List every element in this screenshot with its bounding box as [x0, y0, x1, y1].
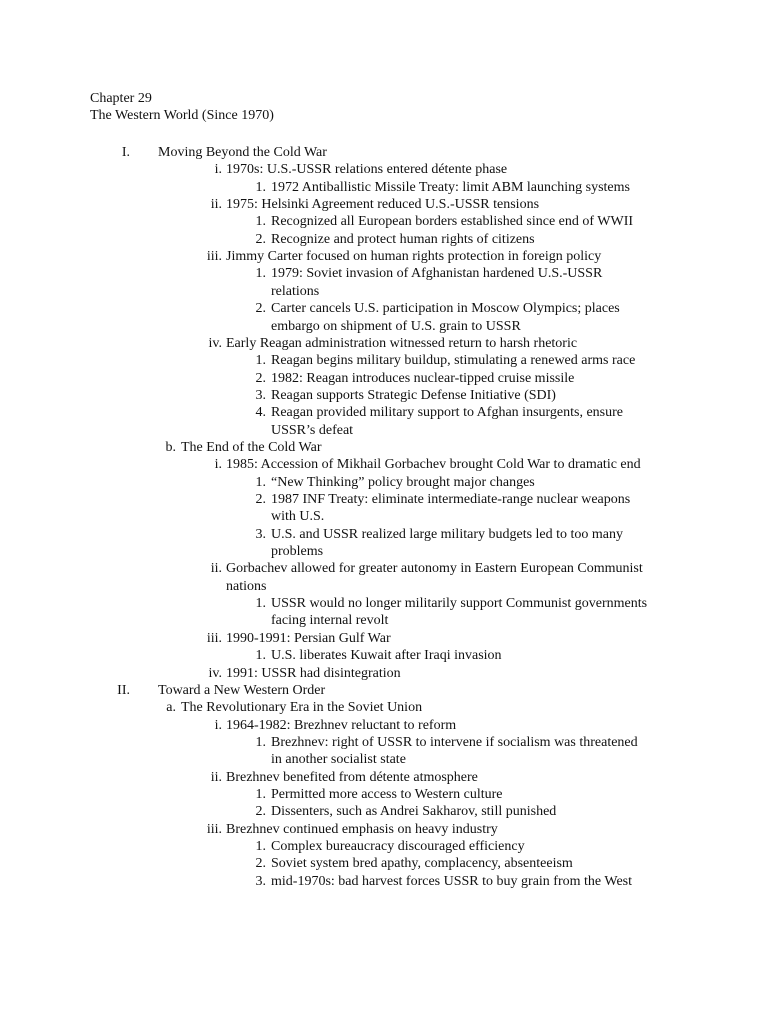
outline-item — [0, 144, 740, 162]
outline-marker: 1. — [255, 648, 266, 664]
outline-marker: 1. — [255, 266, 266, 282]
outline-item — [0, 439, 740, 457]
outline-item — [0, 491, 740, 509]
outline-item — [0, 821, 740, 839]
outline-marker: iv. — [208, 335, 222, 351]
outline-text: Brezhnev benefited from détente atmosphere — [226, 769, 478, 785]
outline-marker: ii. — [210, 197, 222, 213]
outline-item — [0, 751, 740, 769]
outline-marker: 3. — [255, 387, 266, 403]
outline-marker: 2. — [255, 370, 266, 386]
outline-text: 1970s: U.S.-USSR relations entered détente phase — [226, 162, 508, 178]
outline-item — [0, 508, 740, 526]
outline-text: 1991: USSR had disintegration — [226, 665, 401, 681]
outline-item — [0, 595, 740, 613]
outline-text: 1972 Antiballistic Missile Treaty: limit ABM launching systems — [271, 179, 630, 195]
outline-text: The End of the Cold War — [181, 439, 322, 455]
outline-text: USSR would no longer militarily support Communist governments — [271, 596, 648, 612]
outline-text: Recognize and protect human rights of citizens — [271, 231, 535, 247]
outline-marker: iv. — [208, 665, 222, 681]
outline-marker: ii. — [210, 561, 222, 577]
outline-item — [0, 161, 740, 179]
outline-text: 1987 INF Treaty: eliminate intermediate-range nuclear weapons — [271, 492, 631, 507]
outline-marker: 2. — [255, 856, 266, 872]
outline-item — [0, 734, 740, 752]
chapter-heading: Chapter 29 — [90, 91, 152, 106]
outline-text: Reagan begins military buildup, stimulating a renewed arms race — [271, 353, 636, 369]
outline-text: 1979: Soviet invasion of Afghanistan hardened U.S.-USSR — [271, 266, 603, 282]
outline-marker: b. — [165, 439, 176, 455]
outline-item — [0, 612, 740, 630]
outline-item — [0, 370, 740, 388]
outline-item — [0, 196, 740, 214]
outline-item — [0, 456, 740, 474]
outline-item — [0, 717, 740, 735]
outline-text: mid-1970s: bad harvest forces USSR to buy grain from the West — [271, 873, 633, 889]
outline-text: with U.S. — [271, 509, 325, 525]
outline-text: Early Reagan administration witnessed return to harsh rhetoric — [226, 335, 578, 351]
outline-marker: 2. — [255, 804, 266, 820]
outline-marker: 1. — [255, 179, 266, 195]
outline-item — [0, 578, 740, 596]
outline-item — [0, 786, 740, 804]
outline-text: Jimmy Carter focused on human rights protection in foreign policy — [226, 249, 602, 265]
outline-marker: 1. — [255, 786, 266, 802]
outline-text: 1964-1982: Brezhnev reluctant to reform — [226, 717, 457, 733]
outline-item — [0, 855, 740, 873]
outline-item — [0, 422, 740, 440]
outline-item — [0, 387, 740, 405]
outline-marker: i. — [214, 717, 222, 733]
outline-text: “New Thinking” policy brought major changes — [271, 474, 535, 490]
outline-marker: 2. — [255, 301, 266, 317]
outline-text: Gorbachev allowed for greater autonomy in Eastern European Communist — [226, 561, 643, 577]
outline-item — [0, 318, 740, 336]
outline-marker: 3. — [255, 526, 266, 542]
outline-marker: 1. — [255, 353, 266, 369]
outline-item — [0, 265, 740, 283]
outline-item — [0, 682, 740, 700]
outline-item — [0, 300, 740, 318]
outline-marker: 1. — [255, 734, 266, 750]
outline-item — [0, 352, 740, 370]
outline-item — [0, 560, 740, 578]
outline-text: Recognized all European borders established since end of WWII — [271, 214, 634, 230]
outline-text: Soviet system bred apathy, complacency, absenteeism — [271, 856, 573, 872]
outline-text: Complex bureaucracy discouraged efficiency — [271, 839, 525, 854]
outline-text: Toward a New Western Order — [158, 682, 326, 698]
outline-marker: iii. — [206, 821, 222, 837]
outline-marker: 1. — [255, 474, 266, 490]
outline-marker: 2. — [255, 231, 266, 247]
outline-item — [0, 543, 740, 561]
outline-text: USSR’s defeat — [271, 422, 354, 438]
outline-item — [0, 335, 740, 353]
outline-marker: I. — [121, 145, 130, 160]
outline-text: U.S. and USSR realized large military budgets led to too many — [271, 526, 624, 542]
outline-item — [0, 873, 740, 891]
outline-item — [0, 769, 740, 787]
outline-item — [0, 474, 740, 492]
outline-text: relations — [271, 283, 320, 299]
outline-text: embargo on shipment of U.S. grain to USSR — [271, 318, 521, 334]
outline-text: in another socialist state — [271, 752, 406, 768]
outline-marker: 1. — [255, 839, 266, 854]
outline-item — [0, 248, 740, 266]
outline-text: 1990-1991: Persian Gulf War — [226, 630, 391, 646]
chapter-title: The Western World (Since 1970) — [90, 108, 274, 123]
outline-item — [0, 838, 740, 856]
outline-item — [0, 630, 740, 648]
outline-item — [0, 179, 740, 197]
outline-marker: i. — [214, 162, 222, 178]
outline-text: Permitted more access to Western culture — [271, 786, 503, 802]
outline-marker: 1. — [255, 214, 266, 230]
outline-item — [0, 213, 740, 231]
outline-item — [0, 231, 740, 249]
outline-marker: iii. — [206, 249, 222, 265]
outline-item — [0, 526, 740, 544]
outline-item — [0, 803, 740, 821]
outline-marker: II. — [117, 682, 130, 698]
outline-text: Brezhnev: right of USSR to intervene if socialism was threatened — [271, 734, 638, 750]
outline-item — [0, 647, 740, 665]
outline-text: problems — [271, 544, 324, 560]
outline-marker: 4. — [255, 405, 266, 421]
outline-text: 1982: Reagan introduces nuclear-tipped cruise missile — [271, 370, 575, 386]
outline-text: Carter cancels U.S. participation in Moscow Olympics; places — [271, 301, 620, 317]
outline-item — [0, 699, 740, 717]
outline-marker: ii. — [210, 769, 222, 785]
outline-item — [0, 665, 740, 683]
outline-marker: 3. — [255, 873, 266, 889]
outline-text: Reagan provided military support to Afghan insurgents, ensure — [271, 405, 624, 421]
outline-marker: a. — [166, 700, 176, 716]
outline-text: U.S. liberates Kuwait after Iraqi invasion — [271, 648, 502, 664]
outline-text: The Revolutionary Era in the Soviet Union — [181, 700, 423, 716]
outline-marker: i. — [214, 457, 222, 473]
outline-text: Reagan supports Strategic Defense Initiative (SDI) — [271, 387, 556, 403]
outline-text: Moving Beyond the Cold War — [158, 145, 327, 160]
outline-text: Brezhnev continued emphasis on heavy industry — [226, 821, 498, 837]
outline-text: Dissenters, such as Andrei Sakharov, still punished — [271, 804, 557, 820]
outline-marker: 1. — [255, 596, 266, 612]
outline-item — [0, 283, 740, 301]
outline-marker: 2. — [255, 492, 266, 507]
outline-text: 1985: Accession of Mikhail Gorbachev brought Cold War to dramatic end — [226, 457, 641, 473]
outline-text: facing internal revolt — [271, 613, 389, 629]
outline-text: nations — [226, 578, 267, 594]
outline-text: 1975: Helsinki Agreement reduced U.S.-USSR tensions — [226, 197, 540, 213]
outline-marker: iii. — [206, 630, 222, 646]
outline-item — [0, 404, 740, 422]
